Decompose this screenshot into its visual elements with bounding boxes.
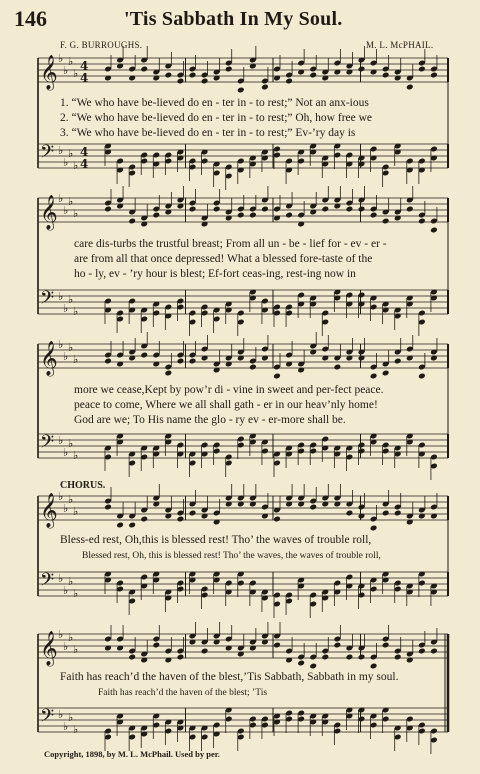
verse-2-line-2: are from all that once depressed! What a blessed fore-taste of the	[74, 253, 373, 265]
note-head	[406, 84, 414, 91]
note-head	[309, 663, 317, 670]
flat-sign: ♭	[58, 144, 64, 157]
flat-sign: ♭	[68, 293, 74, 306]
verse-2-line-1: 2. “We who have be-lieved do en - ter in - to rest;” Oh, how free we	[60, 112, 373, 124]
flat-sign: ♭	[63, 156, 69, 169]
note-head	[370, 212, 378, 219]
note-head	[297, 660, 305, 667]
time-signature: 4	[80, 71, 89, 85]
flat-sign: ♭	[73, 305, 79, 318]
flat-sign: ♭	[58, 338, 64, 351]
flat-sign: ♭	[68, 493, 74, 506]
note-head	[430, 72, 438, 79]
flat-sign: ♭	[73, 159, 79, 172]
note-head	[140, 352, 148, 359]
flat-sign: ♭	[68, 437, 74, 450]
note-head	[406, 206, 414, 213]
flat-sign: ♭	[73, 587, 79, 600]
note-head	[346, 654, 354, 661]
note-head	[273, 516, 281, 523]
time-signature: 4	[80, 157, 89, 171]
note-head	[321, 654, 329, 661]
flat-sign: ♭	[73, 207, 79, 220]
note-head	[309, 72, 317, 79]
flat-sign: ♭	[68, 631, 74, 644]
verse-3-line-3: God are we; To His name the glo - ry ev - er-more shall be.	[74, 414, 346, 426]
flat-sign: ♭	[63, 350, 69, 363]
composer-credit: M. L. McPHAIL.	[366, 40, 434, 50]
flat-sign: ♭	[63, 64, 69, 77]
note-head	[382, 510, 390, 517]
note-head	[237, 212, 245, 219]
note-head	[189, 206, 197, 213]
note-head	[177, 78, 185, 85]
chorus-line-1-soprano: Bless-ed rest, Oh,this is blessed rest! Tho’ the waves of trouble roll,	[60, 534, 372, 546]
note-head	[225, 66, 233, 73]
note-head	[201, 78, 209, 85]
chorus-line-2-soprano: Faith has reach’d the haven of the blest,’Tis Sabbath, Sabbath in my soul.	[60, 671, 399, 683]
flat-sign: ♭	[63, 720, 69, 733]
note-head	[346, 206, 354, 213]
note-head	[165, 72, 173, 79]
note-head	[104, 504, 112, 511]
flat-sign: ♭	[68, 195, 74, 208]
flat-sign: ♭	[68, 711, 74, 724]
flat-sign: ♭	[73, 67, 79, 80]
note-head	[189, 510, 197, 517]
hymn-title: 'Tis Sabbath In My Soul.	[124, 8, 343, 30]
hymn-number: 146	[14, 6, 47, 31]
note-head	[370, 373, 378, 380]
note-head	[358, 206, 366, 213]
chorus-line-1-bass: Blessed rest, Oh, this is blessed rest! Tho’ the waves, the waves of trouble roll,	[82, 551, 381, 561]
note-head	[418, 218, 426, 225]
time-signature: 4	[80, 59, 89, 73]
verse-1-line-3: more we cease,Kept by pow’r di - vine in sweet and per-fect peace.	[74, 384, 384, 396]
treble-clef: 𝄞	[40, 341, 58, 376]
note-head	[430, 648, 438, 655]
note-head	[177, 358, 185, 365]
flat-sign: ♭	[58, 434, 64, 447]
bass-clef: 𝄢	[40, 706, 55, 731]
flat-sign: ♭	[73, 353, 79, 366]
bass-clef: 𝄢	[40, 288, 55, 313]
flat-sign: ♭	[63, 302, 69, 315]
note-head	[189, 72, 197, 79]
flat-sign: ♭	[68, 575, 74, 588]
flat-sign: ♭	[63, 204, 69, 217]
note-head	[249, 364, 257, 371]
verse-2-line-3: peace to come, Where we all shall gath - er in our heav’nly home!	[74, 399, 378, 411]
note-head	[394, 510, 402, 517]
flat-sign: ♭	[73, 643, 79, 656]
note-head	[358, 66, 366, 73]
note-head	[273, 373, 281, 380]
note-head	[382, 218, 390, 225]
note-head	[177, 654, 185, 661]
flat-sign: ♭	[58, 572, 64, 585]
note-head	[418, 648, 426, 655]
note-head	[382, 72, 390, 79]
verse-3-line-1: 3. “We who have be-lieved do en - ter in - to rest;” Ev-’ry day is	[60, 127, 356, 139]
verse-1-line-1: 1. “We who have be-lieved do en - ter in - to rest;” Not an anx-ious	[60, 97, 369, 109]
flat-sign: ♭	[73, 449, 79, 462]
flat-sign: ♭	[63, 640, 69, 653]
copyright-notice: Copyright, 1898, by M. L. McPhail. Used by per.	[44, 749, 220, 759]
note-head	[189, 358, 197, 365]
note-head	[382, 642, 390, 649]
note-head	[285, 212, 293, 219]
flat-sign: ♭	[63, 502, 69, 515]
flat-sign: ♭	[58, 52, 64, 65]
note-head	[358, 654, 366, 661]
note-head	[334, 364, 342, 371]
note-head	[237, 87, 245, 94]
time-signature: 4	[80, 145, 89, 159]
flat-sign: ♭	[73, 505, 79, 518]
chorus-line-2-bass: Faith has reach’d the haven of the blest; ’Tis	[98, 688, 268, 698]
note-head	[104, 206, 112, 213]
lyricist-credit: F. G. BURROUGHS.	[60, 40, 143, 50]
verse-1-line-2: care dis-turbs the trustful breast; From all un - be - lief for - ev - er -	[74, 238, 387, 250]
note-head	[334, 642, 342, 649]
note-head	[321, 206, 329, 213]
bass-clef: 𝄢	[40, 432, 55, 457]
note-head	[152, 642, 160, 649]
note-head	[418, 373, 426, 380]
flat-sign: ♭	[58, 490, 64, 503]
note-head	[394, 654, 402, 661]
note-head	[261, 206, 269, 213]
flat-sign: ♭	[68, 341, 74, 354]
flat-sign: ♭	[58, 192, 64, 205]
flat-sign: ♭	[73, 723, 79, 736]
treble-clef: 𝄞	[40, 493, 58, 528]
treble-clef: 𝄞	[40, 195, 58, 230]
note-head	[104, 358, 112, 365]
note-head	[152, 212, 160, 219]
note-head	[382, 370, 390, 377]
note-head	[165, 370, 173, 377]
note-head	[116, 522, 124, 529]
bass-clef: 𝄢	[40, 570, 55, 595]
note-head	[140, 66, 148, 73]
note-head	[346, 510, 354, 517]
note-head	[261, 84, 269, 91]
note-head	[418, 66, 426, 73]
note-head	[177, 516, 185, 523]
note-head	[273, 642, 281, 649]
bass-clef: 𝄢	[40, 142, 55, 167]
treble-clef: 𝄞	[40, 631, 58, 666]
chorus-label: CHORUS.	[60, 480, 106, 491]
note-head	[309, 504, 317, 511]
flat-sign: ♭	[58, 708, 64, 721]
flat-sign: ♭	[68, 147, 74, 160]
flat-sign: ♭	[58, 290, 64, 303]
note-head	[430, 227, 438, 234]
flat-sign: ♭	[58, 628, 64, 641]
flat-sign: ♭	[68, 55, 74, 68]
note-head	[213, 206, 221, 213]
note-head	[394, 358, 402, 365]
note-head	[201, 648, 209, 655]
note-head	[285, 78, 293, 85]
note-head	[370, 525, 378, 532]
verse-3-line-2: ho - ly, ev - ’ry hour is blest; Ef-fort ceas-ing, rest-ing now in	[74, 268, 356, 280]
note-head	[128, 218, 136, 225]
note-head	[140, 516, 148, 523]
note-head	[249, 212, 257, 219]
note-head	[370, 663, 378, 670]
note-head	[128, 522, 136, 529]
flat-sign: ♭	[63, 446, 69, 459]
flat-sign: ♭	[63, 584, 69, 597]
treble-clef: 𝄞	[40, 55, 58, 90]
note-head	[128, 654, 136, 661]
